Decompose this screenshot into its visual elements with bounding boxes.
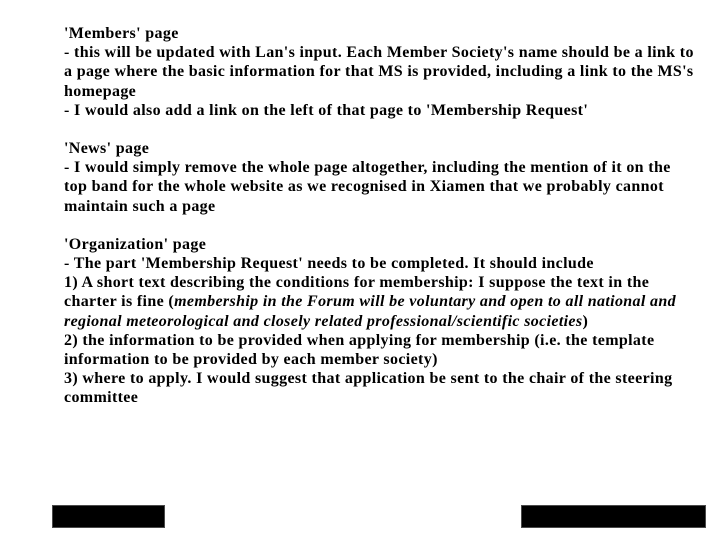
news-page-section: [64, 139, 694, 216]
members-page-section: [64, 24, 694, 120]
members-page-line-1: - this will be updated with Lan's input. Each Member Society's name should be a link to a page where the basic information for that MS is provided, including a link to the MS's homepage: [64, 44, 694, 100]
next-slide-button[interactable]: [521, 505, 706, 528]
organization-item-1-text: 1) A short text describing the conditions for membership: I suppose the text in the charter is fine (: [64, 274, 650, 311]
organization-page-title: 'Organization' page: [64, 235, 207, 253]
organization-item-2: 2) the information to be provided when applying for membership (i.e. the template information to be provided by each member society): [64, 331, 655, 369]
news-page-line-1: - I would simply remove the whole page altogether, including the mention of it on the top band for the whole website as we recognised in Xiamen that we probably cannot maintain such a page: [64, 159, 671, 215]
previous-slide-button[interactable]: [52, 505, 165, 528]
news-page-title: 'News' page: [64, 140, 150, 158]
members-page-title: 'Members' page: [64, 25, 179, 42]
organization-item-1: [64, 273, 694, 331]
organization-page-line-1: - The part 'Membership Request' needs to be completed. It should include: [64, 255, 594, 273]
slide-content: [64, 24, 694, 427]
members-page-line-2: - I would also add a link on the left of that page to 'Membership Request': [64, 101, 589, 119]
organization-item-3: 3) where to apply. I would suggest that application be sent to the chair of the steering committee: [64, 370, 673, 407]
charter-quote: membership in the Forum will be voluntary and open to all national and regional meteorological and closely related professional/scientific societies: [64, 293, 676, 330]
organization-item-1-close: ): [582, 312, 589, 330]
organization-page-section: [64, 235, 694, 408]
